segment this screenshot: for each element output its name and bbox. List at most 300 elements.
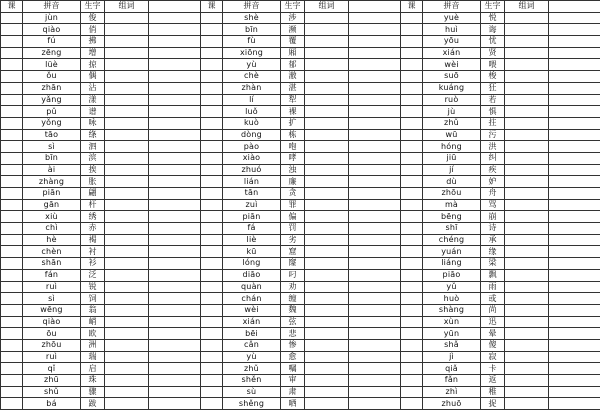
word-cell [505,129,549,141]
char-cell: 骂 [481,199,505,211]
pinyin-cell: jù [423,106,481,118]
lesson-cell [1,59,23,71]
word-cell [105,316,149,328]
table-row [401,293,600,305]
pinyin-cell: sù [223,386,281,398]
pinyin-cell: yù [223,351,281,363]
table-row [1,47,201,59]
lesson-cell [1,188,23,200]
header-lesson: 课 [201,1,223,13]
char-cell: 惧 [481,106,505,118]
table-row [1,293,201,305]
char-cell: 栋 [281,129,305,141]
table-row [201,12,401,24]
blank-cell [549,304,600,316]
char-cell: 返 [481,375,505,387]
char-cell: 稚 [481,386,505,398]
table-row [1,141,201,153]
char-cell: 覆 [281,36,305,48]
lesson-cell [401,246,423,258]
lesson-cell [201,281,223,293]
table-row [201,106,401,118]
pinyin-cell: shàng [423,304,481,316]
pinyin-cell: jì [423,351,481,363]
pinyin-cell: zhì [423,386,481,398]
table-row [201,339,401,351]
pinyin-cell: huò [423,293,481,305]
blank-cell [549,234,600,246]
blank-cell [549,351,600,363]
char-cell: 纠 [481,152,505,164]
pinyin-cell: hè [23,234,81,246]
blank-cell [349,281,401,293]
lesson-cell [201,24,223,36]
table-row [401,269,600,281]
lesson-cell [201,351,223,363]
table-row [201,129,401,141]
char-cell: 若 [481,94,505,106]
word-cell [105,71,149,83]
blank-cell [149,328,201,340]
lesson-cell [401,106,423,118]
word-cell [105,386,149,398]
pinyin-cell: zhuó [223,164,281,176]
lesson-cell [1,141,23,153]
word-cell [505,12,549,24]
table-row [201,246,401,258]
lesson-cell [201,199,223,211]
word-cell [505,234,549,246]
char-cell: 梁 [481,258,505,270]
blank-cell [349,82,401,94]
table-row [201,351,401,363]
blank-cell [349,363,401,375]
char-cell: 赤 [81,223,105,235]
word-cell [505,293,549,305]
lesson-cell [401,82,423,94]
lesson-cell [401,141,423,153]
pinyin-cell: shī [423,223,481,235]
pinyin-cell: jí [423,164,481,176]
lesson-cell [1,316,23,328]
lesson-cell [1,211,23,223]
word-cell [305,375,349,387]
word-cell [505,363,549,375]
char-cell: 厢 [281,47,305,59]
char-cell: 泛 [81,269,105,281]
table-row [201,386,401,398]
blank-cell [149,293,201,305]
lesson-cell [1,258,23,270]
char-cell: 哂 [281,398,305,410]
lesson-cell [1,106,23,118]
pinyin-cell: fǎn [423,375,481,387]
table-row [1,12,201,24]
pinyin-cell: wèi [423,59,481,71]
lesson-cell [201,375,223,387]
table-row [401,71,600,83]
word-cell [105,258,149,270]
lesson-cell [201,386,223,398]
blank-cell [149,363,201,375]
lesson-cell [1,164,23,176]
blank-cell [349,211,401,223]
blank-cell [549,129,600,141]
word-cell [305,47,349,59]
table-row [1,36,201,48]
word-cell [505,281,549,293]
word-cell [505,94,549,106]
word-cell [105,106,149,118]
char-cell: 峭 [81,316,105,328]
header-word: 组词 [505,1,549,13]
blank-cell [349,339,401,351]
pinyin-cell: yǎng [23,94,81,106]
word-cell [105,164,149,176]
blank-cell [549,176,600,188]
word-cell [305,339,349,351]
table-row [1,386,201,398]
lesson-cell [401,36,423,48]
word-cell [105,82,149,94]
pinyin-cell: fá [223,223,281,235]
pinyin-cell: dù [423,176,481,188]
blank-cell [549,106,600,118]
lesson-cell [401,386,423,398]
table-row [401,141,600,153]
char-cell: 傻 [481,339,505,351]
char-cell: 翩 [81,188,105,200]
word-cell [105,246,149,258]
word-cell [505,164,549,176]
table-row [401,82,600,94]
char-cell: 悲 [281,328,305,340]
char-cell: 罪 [281,199,305,211]
pinyin-cell: zhōu [23,339,81,351]
lesson-cell [201,106,223,118]
word-cell [105,199,149,211]
char-cell: 浊 [281,164,305,176]
blank-cell [149,223,201,235]
blank-cell [349,152,401,164]
char-cell: 澈 [281,71,305,83]
word-cell [305,363,349,375]
blank-cell [349,47,401,59]
word-cell [505,106,549,118]
char-cell: 喂 [481,59,505,71]
lesson-cell [1,363,23,375]
char-cell: 谱 [81,106,105,118]
pinyin-cell: yūn [423,328,481,340]
word-cell [305,71,349,83]
table-row [1,269,201,281]
pinyin-cell: hóng [423,141,481,153]
word-cell [305,199,349,211]
pinyin-cell: yuè [423,12,481,24]
header-pinyin: 拼音 [423,1,481,13]
lesson-cell [401,211,423,223]
char-cell: 寂 [481,351,505,363]
blank-cell [149,129,201,141]
lesson-cell [401,71,423,83]
char-cell: 迅 [481,316,505,328]
table-row [401,375,600,387]
lesson-cell [401,351,423,363]
pinyin-cell: pào [223,141,281,153]
pinyin-cell: wū [423,129,481,141]
blank-cell [549,199,600,211]
blank-cell [549,24,600,36]
lesson-cell [401,234,423,246]
pinyin-cell: mà [423,199,481,211]
pinyin-cell: lóng [223,258,281,270]
header-pinyin: 拼音 [23,1,81,13]
blank-cell [149,281,201,293]
lesson-cell [401,152,423,164]
pinyin-cell: lí [223,94,281,106]
blank-cell [149,199,201,211]
pinyin-cell: shěng [223,398,281,410]
lesson-cell [1,129,23,141]
lesson-cell [1,375,23,387]
pinyin-cell: qiào [23,316,81,328]
blank-cell [149,188,201,200]
word-cell [505,386,549,398]
blank-cell [349,36,401,48]
lesson-cell [401,316,423,328]
table-row [1,152,201,164]
lesson-cell [401,94,423,106]
table-row [401,363,600,375]
pinyin-cell: xiào [223,152,281,164]
pinyin-cell: fú [23,36,81,48]
pinyin-cell: shǎ [423,339,481,351]
pinyin-cell: xùn [423,316,481,328]
blank-cell [549,363,600,375]
table-row [1,339,201,351]
blank-cell [349,164,401,176]
blank-cell [149,71,201,83]
lesson-cell [401,258,423,270]
word-cell [505,211,549,223]
header-word: 组词 [105,1,149,13]
word-cell [305,258,349,270]
pinyin-cell: bēi [223,328,281,340]
char-cell: 翁 [81,304,105,316]
char-cell: 偶 [81,71,105,83]
pinyin-cell: dòng [223,129,281,141]
lesson-cell [1,223,23,235]
pinyin-cell: sì [23,141,81,153]
lesson-cell [401,176,423,188]
blank-cell [149,234,201,246]
char-cell: 叼 [281,269,305,281]
pinyin-cell: chéng [423,234,481,246]
lesson-cell [201,211,223,223]
pinyin-cell: zuì [223,199,281,211]
pinyin-cell: shǔ [23,386,81,398]
vocab-table-3 [400,0,600,410]
word-cell [505,199,549,211]
pinyin-cell: shān [23,258,81,270]
char-cell: 欧 [81,328,105,340]
table-row [201,117,401,129]
word-cell [305,12,349,24]
header-blank [549,1,600,13]
pinyin-cell: pǔ [23,106,81,118]
blank-cell [549,246,600,258]
lesson-cell [201,82,223,94]
word-cell [305,234,349,246]
pinyin-cell: ài [23,164,81,176]
char-cell: 骤 [81,386,105,398]
pinyin-cell: yǒng [23,117,81,129]
char-cell: 绣 [81,211,105,223]
char-cell: 承 [481,234,505,246]
blank-cell [349,234,401,246]
lesson-cell [201,269,223,281]
pinyin-cell: kū [223,246,281,258]
char-cell: 哮 [281,152,305,164]
blank-cell [549,269,600,281]
char-cell: 崩 [481,211,505,223]
pinyin-cell: wèi [223,304,281,316]
char-cell: 廉 [281,176,305,188]
pinyin-cell: yuán [423,246,481,258]
lesson-cell [401,269,423,281]
pinyin-cell: zhǔ [423,117,481,129]
lesson-cell [401,304,423,316]
lesson-cell [1,281,23,293]
char-cell: 偏 [281,211,305,223]
word-cell [105,24,149,36]
blank-cell [149,269,201,281]
table-row [1,188,201,200]
char-cell: 劣 [281,234,305,246]
lesson-cell [201,188,223,200]
blank-cell [149,141,201,153]
lesson-cell [201,328,223,340]
word-cell [305,176,349,188]
blank-cell [149,117,201,129]
blank-cell [149,316,201,328]
table-row [401,234,600,246]
char-cell: 缘 [481,246,505,258]
vocab-table-1 [0,0,201,410]
word-cell [505,141,549,153]
word-cell [305,106,349,118]
blank-cell [349,386,401,398]
table-row [201,363,401,375]
lesson-cell [401,164,423,176]
word-cell [105,269,149,281]
lesson-cell [1,36,23,48]
table-row [201,211,401,223]
pinyin-cell: zhàng [23,176,81,188]
pinyin-cell: ruì [23,281,81,293]
blank-cell [549,12,600,24]
char-cell: 濒 [281,24,305,36]
char-cell: 湛 [281,82,305,94]
blank-cell [149,106,201,118]
char-cell: 衬 [81,246,105,258]
blank-cell [349,375,401,387]
char-cell: 捉 [481,398,505,410]
table-row [401,129,600,141]
pinyin-cell: ǒu [23,71,81,83]
lesson-cell [201,234,223,246]
header-lesson: 课 [401,1,423,13]
char-cell: 愈 [281,351,305,363]
table-row [201,188,401,200]
char-cell: 妒 [481,176,505,188]
word-cell [505,47,549,59]
lesson-cell [201,47,223,59]
table-row [201,223,401,235]
table-row [1,164,201,176]
char-cell: 掠 [81,59,105,71]
word-cell [305,188,349,200]
word-cell [105,363,149,375]
table-row [1,246,201,258]
char-cell: 挨 [81,164,105,176]
word-cell [105,129,149,141]
lesson-cell [401,199,423,211]
pinyin-cell: qiào [23,24,81,36]
word-cell [505,246,549,258]
word-cell [105,94,149,106]
char-cell: 惨 [281,339,305,351]
word-cell [105,223,149,235]
word-cell [105,152,149,164]
word-cell [105,188,149,200]
word-cell [505,375,549,387]
table-row [201,375,401,387]
lesson-cell [1,234,23,246]
lesson-cell [201,129,223,141]
word-cell [305,328,349,340]
pinyin-cell: qǐ [23,363,81,375]
table-row [401,281,600,293]
header-row [201,1,401,13]
blank-cell [549,339,600,351]
pinyin-cell: zhān [23,82,81,94]
char-cell: 诲 [481,24,505,36]
blank-cell [149,94,201,106]
lesson-cell [1,328,23,340]
blank-cell [149,36,201,48]
char-cell: 饲 [81,293,105,305]
word-cell [305,117,349,129]
lesson-cell [201,59,223,71]
word-cell [305,24,349,36]
char-cell: 瑞 [81,351,105,363]
char-cell: 或 [481,293,505,305]
table-row [401,328,600,340]
header-blank [349,1,401,13]
blank-cell [349,117,401,129]
pinyin-cell: piān [223,211,281,223]
pinyin-cell: kuáng [423,82,481,94]
char-cell: 洲 [81,339,105,351]
table-row [401,316,600,328]
word-cell [305,36,349,48]
blank-cell [149,24,201,36]
lesson-cell [1,269,23,281]
pinyin-cell: piāo [423,269,481,281]
char-cell: 审 [281,375,305,387]
table-row [201,269,401,281]
